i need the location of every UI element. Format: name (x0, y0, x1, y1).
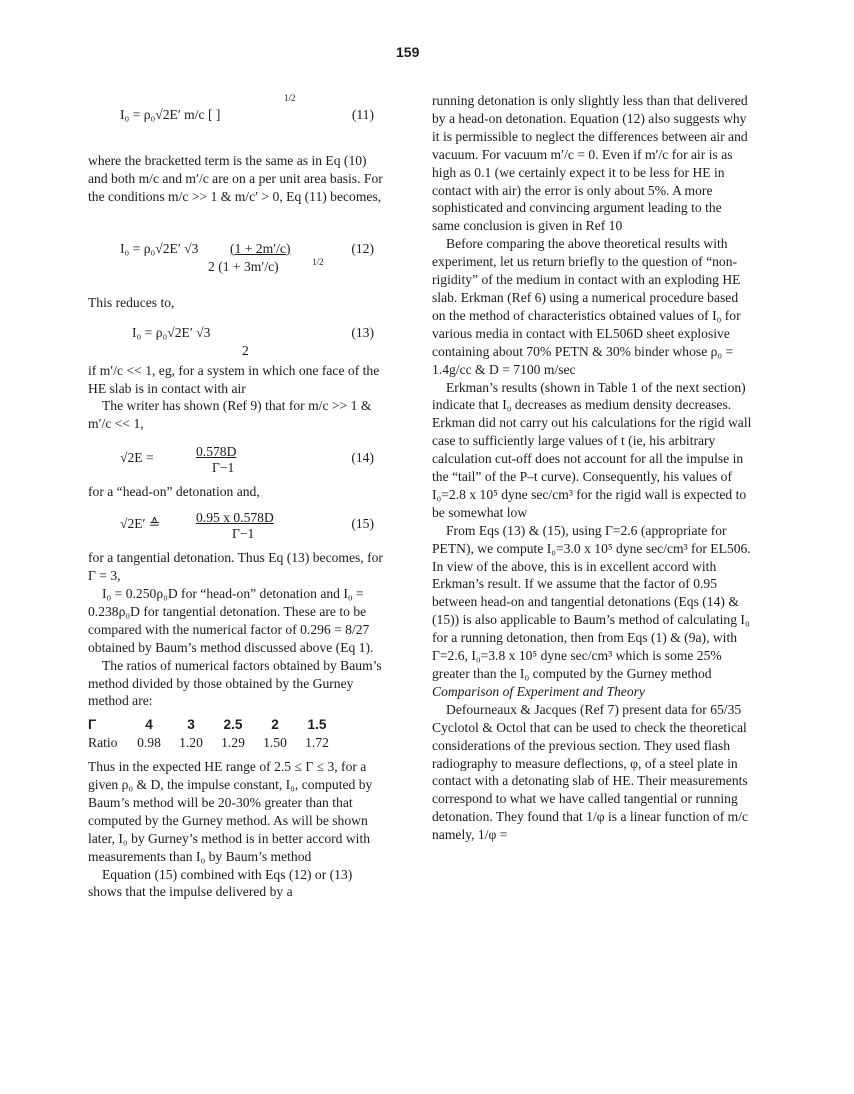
paragraph: I₀ = 0.250ρ₀D for “head-on” detonation and I₀ = 0.238ρ₀D for tangential detonation. These are to be compared with the numerical factor of 0.296 = 8/27 obtained by Baum’s method discussed above (Eq 1). (88, 585, 374, 655)
equation-15-expression: √2E′ ≙ (120, 516, 161, 532)
equation-12-exponent: 1/2 (312, 256, 324, 267)
ratio-table-ratio: 1.72 (305, 735, 329, 751)
page-number: 159 (396, 44, 420, 60)
ratio-table-gamma: 2.5 (223, 717, 243, 733)
paragraph: running detonation is only slightly less than that delivered by a head-on detonation. Equation (12) also suggests why it is permissible to neglect the differences between air and vacuum. For vacuum m′/c = 0. Even if m′/c for air is as high as 0.1 (we certainly expect it to be less for HE in contact with air) the error is only about 5%. A more sophisticated and convincing argument leading to the same conclusion is given in Ref 10 (432, 93, 748, 234)
equation-14-expression: √2E = (120, 450, 154, 466)
left-column (88, 92, 388, 901)
ratio-table (88, 716, 338, 752)
ratio-table-gamma-label: Γ (88, 717, 97, 733)
section-heading: Comparison of Experiment and Theory (432, 683, 645, 699)
ratio-table-header-row (88, 716, 338, 734)
paragraph: From Eqs (13) & (15), using Γ=2.6 (appropriate for PETN), we compute I₀=3.0 x 10⁵ dyne sec/cm³ for EL506. In view of the above, this is in excellent accord with Erkman’s result. If we assume that the factor of 0.95 between head-on and tangential detonations (Eqs (14) & (15)) is also applicable to Baum’s method of calculating I₀ for a running detonation, then from Eqs (1) & (9a), with Γ=2.6, I₀=3.8 x 10⁵ dyne sec/cm³ which is some 25% greater than the I₀ computed by the Gurney method (432, 522, 751, 681)
paragraph: Defourneaux & Jacques (Ref 7) present data for 65/35 Cyclotol & Octol that can be used to check the theoretical considerations of the previous section. They used flash radiography to measure deflections, φ, of a steel plate in contact with a detonating slab of HE. Their measurements correspond to what we have called tangential or running detonation. They found that 1/φ is a linear function of m/c namely, 1/φ = (432, 701, 749, 843)
paragraph: where the bracketted term is the same as in Eq (10) and both m/c and m′/c are on a per unit area basis. For the conditions m/c >> 1 & m/c′ > 0, Eq (11) becomes, (88, 153, 383, 204)
equation-12-number: (12) (351, 240, 374, 256)
equation-14-number: (14) (351, 450, 374, 466)
ratio-table-ratio: 1.50 (263, 735, 287, 751)
equation-13-expression: I₀ = ρ₀√2E′ √3 (132, 324, 211, 340)
ratio-table-ratio: 0.98 (137, 735, 161, 751)
ratio-table-ratio: 1.29 (221, 735, 245, 751)
paragraph: The writer has shown (Ref 9) that for m/c >> 1 & m′/c << 1, (88, 398, 372, 432)
equation-12 (88, 236, 388, 280)
equation-11 (88, 92, 388, 138)
equation-13-number: (13) (351, 324, 374, 340)
equation-12-denominator: 2 (1 + 3m′/c) (208, 258, 279, 274)
equation-14 (88, 443, 388, 483)
ratio-table-ratio-row (88, 734, 338, 752)
paragraph: The ratios of numerical factors obtained by Baum’s method divided by those obtained by the Gurney method are: (88, 657, 382, 709)
paragraph: Before comparing the above theoretical results with experiment, let us return briefly to the question of “non-rigidity” of the medium in contact with an exploding HE slab. Erkman (Ref 6) using a numerical procedure based on the method of characteristics obtained values of I₀ for various media in contact with EL506D sheet explosive containing about 70% PETN & 30% binder whose ρ₀ = 1.4g/cc & D = 7100 m/sec (432, 236, 741, 377)
equation-14-numerator: 0.578D (196, 444, 237, 460)
paragraph: if m′/c << 1, eg, for a system in which one face of the HE slab is in contact with air (88, 362, 380, 396)
equation-15-denominator: Γ−1 (232, 526, 255, 542)
paragraph: Thus in the expected HE range of 2.5 ≤ Γ ≤ 3, for a given ρ₀ & D, the impulse constant, I₀, computed by Baum’s method will be 20-30% greater than that computed by the Gurney method. As will be shown later, I₀ by Gurney’s method is in better accord with measurements than I₀ by Baum’s method (88, 759, 373, 864)
paragraph: for a tangential detonation. Thus Eq (13) becomes, for Γ = 3, (88, 550, 383, 584)
equation-13-denominator: 2 (242, 342, 249, 358)
equation-11-exponent: 1/2 (284, 93, 296, 103)
paragraph: This reduces to, (88, 294, 175, 310)
paragraph: Equation (15) combined with Eqs (12) or (13) shows that the impulse delivered by a (88, 866, 353, 900)
equation-12-expression: I₀ = ρ₀√2E′ √3 (120, 240, 199, 256)
ratio-table-gamma: 4 (145, 717, 153, 733)
ratio-table-gamma: 1.5 (307, 717, 327, 733)
equation-12-numerator: (1 + 2m′/c) (230, 240, 291, 256)
ratio-table-gamma: 3 (187, 717, 195, 733)
right-column (432, 92, 752, 844)
equation-11-expression: I₀ = ρ₀√2E′ m/c [ ] (120, 107, 221, 122)
paragraph: Erkman’s results (shown in Table 1 of the next section) indicate that I₀ decreases as medium density decreases. Erkman did not carry out his calculations for the rigid wall case to sufficiently large values of t (ie, his arbitrary calculation cut-off does not account for all the impulse in the “tail” of the P–t curve). Consequently, his values of I₀=2.8 x 10⁵ dyne sec/cm³ for the rigid wall is expected to be somewhat low (432, 379, 752, 520)
ratio-table-gamma: 2 (271, 717, 279, 733)
paragraph: for a “head-on” detonation and, (88, 484, 260, 500)
equation-15 (88, 509, 388, 549)
ratio-table-ratio-label: Ratio (88, 735, 118, 751)
equation-15-numerator: 0.95 x 0.578D (196, 510, 274, 526)
equation-13 (88, 322, 388, 362)
equation-11-number: (11) (351, 107, 374, 122)
equation-14-denominator: Γ−1 (212, 460, 235, 476)
equation-15-number: (15) (351, 516, 374, 532)
ratio-table-ratio: 1.20 (179, 735, 203, 751)
